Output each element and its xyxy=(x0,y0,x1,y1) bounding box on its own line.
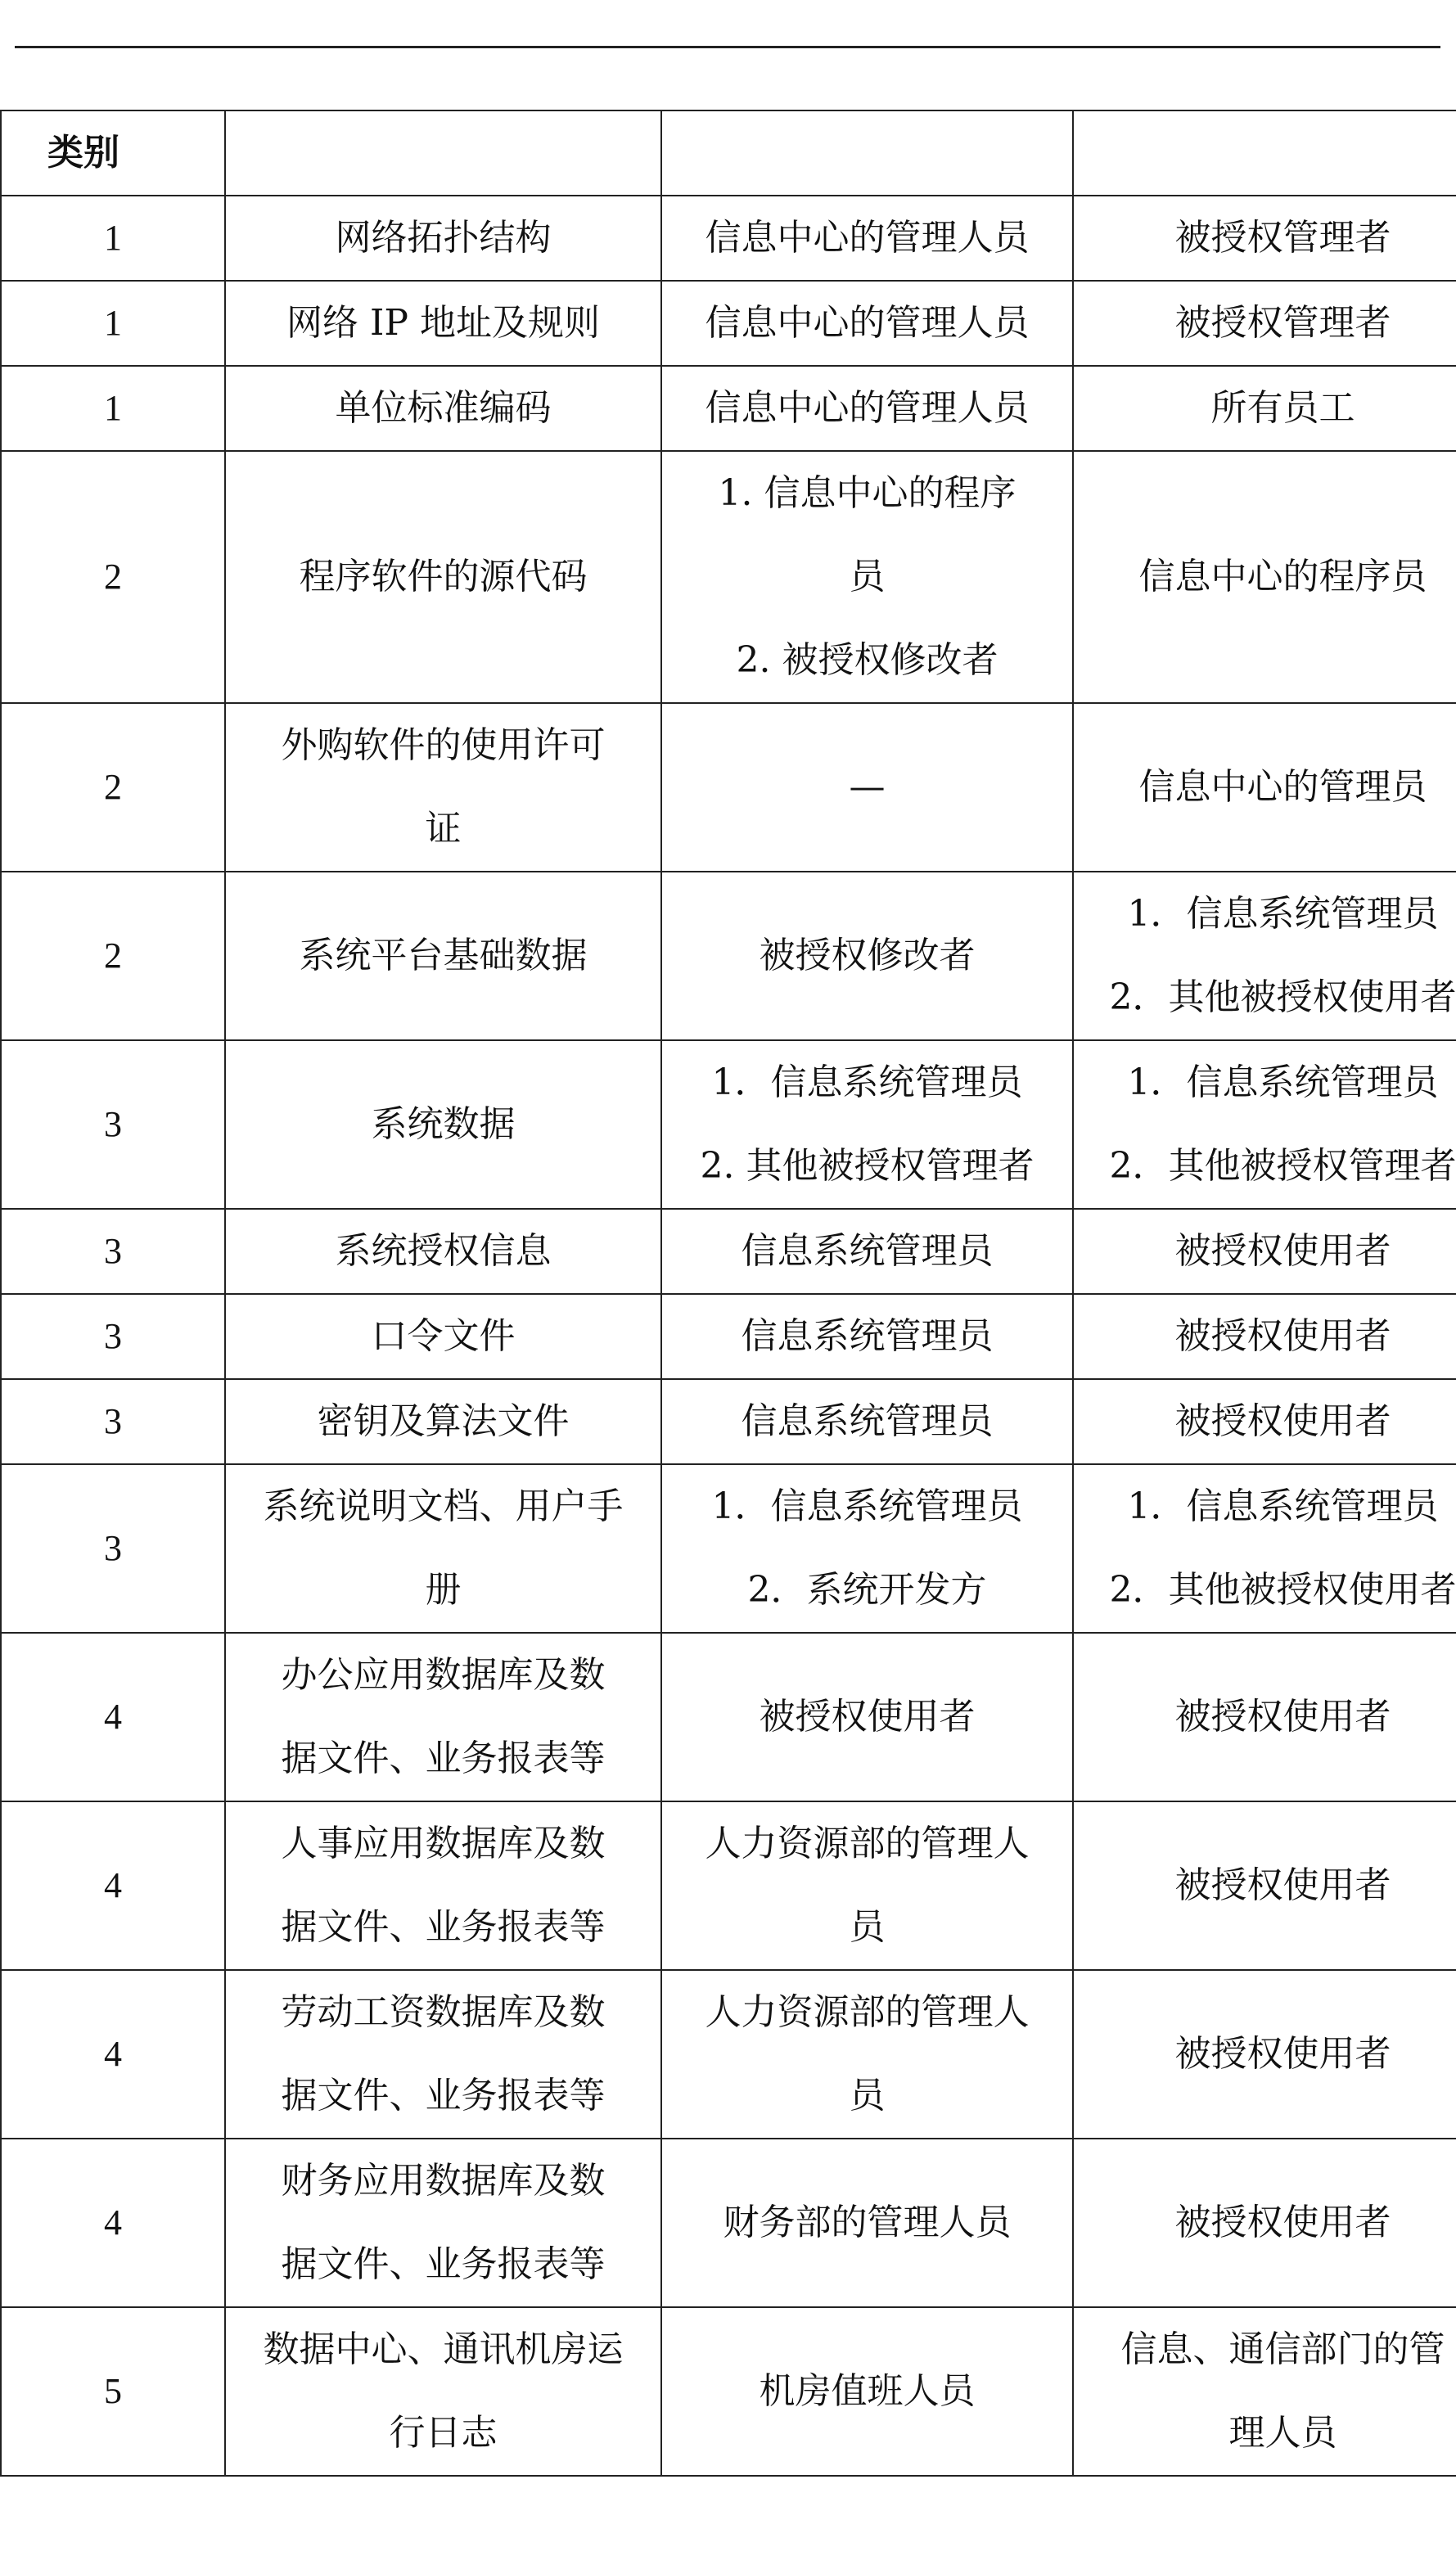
table-row xyxy=(1,1970,1456,2139)
cell-item: 数据中心、通讯机房运 行日志 xyxy=(225,2307,661,2476)
cell-owner: 1. 信息中心的程序 员 2. 被授权修改者 xyxy=(661,451,1073,703)
cell-category: 5 xyxy=(1,2307,225,2476)
data-classification-table xyxy=(0,110,1456,2477)
cell-user: 被授权管理者 xyxy=(1073,281,1456,366)
cell-category: 1 xyxy=(1,366,225,451)
cell-category: 2 xyxy=(1,451,225,703)
cell-owner: 1．信息系统管理员 2．系统开发方 xyxy=(661,1464,1073,1633)
cell-owner: 信息中心的管理人员 xyxy=(661,196,1073,281)
cell-category: 2 xyxy=(1,872,225,1040)
cell-category: 4 xyxy=(1,1970,225,2139)
table-row xyxy=(1,872,1456,1040)
cell-item: 系统平台基础数据 xyxy=(225,872,661,1040)
cell-category: 4 xyxy=(1,1633,225,1801)
cell-user: 1．信息系统管理员 2．其他被授权使用者 xyxy=(1073,1464,1456,1633)
cell-user: 被授权使用者 xyxy=(1073,1209,1456,1294)
cell-user: 1．信息系统管理员 2．其他被授权使用者 xyxy=(1073,872,1456,1040)
header-user xyxy=(1073,110,1456,196)
cell-item: 人事应用数据库及数 据文件、业务报表等 xyxy=(225,1801,661,1970)
cell-owner: 1．信息系统管理员 2. 其他被授权管理者 xyxy=(661,1040,1073,1209)
table-row xyxy=(1,1294,1456,1379)
cell-user: 信息中心的管理员 xyxy=(1073,703,1456,872)
cell-category: 3 xyxy=(1,1464,225,1633)
cell-item: 系统说明文档、用户手 册 xyxy=(225,1464,661,1633)
cell-owner: 信息中心的管理人员 xyxy=(661,281,1073,366)
cell-user: 信息、通信部门的管 理人员 xyxy=(1073,2307,1456,2476)
header-category: 类别 xyxy=(1,110,225,196)
cell-user: 被授权使用者 xyxy=(1073,1970,1456,2139)
table-header-row xyxy=(1,110,1456,196)
table-row xyxy=(1,1633,1456,1801)
table-row xyxy=(1,196,1456,281)
cell-category: 3 xyxy=(1,1209,225,1294)
cell-item: 程序软件的源代码 xyxy=(225,451,661,703)
table-row xyxy=(1,1379,1456,1464)
cell-owner: 机房值班人员 xyxy=(661,2307,1073,2476)
cell-owner: 信息系统管理员 xyxy=(661,1209,1073,1294)
header-owner xyxy=(661,110,1073,196)
cell-user: 被授权管理者 xyxy=(1073,196,1456,281)
cell-item: 密钥及算法文件 xyxy=(225,1379,661,1464)
cell-owner: 信息中心的管理人员 xyxy=(661,366,1073,451)
cell-category: 2 xyxy=(1,703,225,872)
cell-owner: 信息系统管理员 xyxy=(661,1379,1073,1464)
cell-user: 1．信息系统管理员 2．其他被授权管理者 xyxy=(1073,1040,1456,1209)
cell-user: 被授权使用者 xyxy=(1073,1294,1456,1379)
table-row xyxy=(1,2139,1456,2307)
cell-owner: 被授权使用者 xyxy=(661,1633,1073,1801)
cell-category: 1 xyxy=(1,281,225,366)
cell-item: 单位标准编码 xyxy=(225,366,661,451)
cell-category: 4 xyxy=(1,2139,225,2307)
cell-owner: 被授权修改者 xyxy=(661,872,1073,1040)
cell-owner: 财务部的管理人员 xyxy=(661,2139,1073,2307)
cell-item: 外购软件的使用许可 证 xyxy=(225,703,661,872)
table-row xyxy=(1,1801,1456,1970)
table-row xyxy=(1,1040,1456,1209)
top-horizontal-rule xyxy=(15,46,1440,48)
cell-item: 系统数据 xyxy=(225,1040,661,1209)
cell-item: 财务应用数据库及数 据文件、业务报表等 xyxy=(225,2139,661,2307)
cell-user: 信息中心的程序员 xyxy=(1073,451,1456,703)
cell-owner: — xyxy=(661,703,1073,872)
cell-category: 3 xyxy=(1,1040,225,1209)
cell-user: 被授权使用者 xyxy=(1073,1801,1456,1970)
cell-item: 劳动工资数据库及数 据文件、业务报表等 xyxy=(225,1970,661,2139)
cell-category: 3 xyxy=(1,1379,225,1464)
cell-item: 口令文件 xyxy=(225,1294,661,1379)
cell-user: 所有员工 xyxy=(1073,366,1456,451)
table-row xyxy=(1,366,1456,451)
cell-user: 被授权使用者 xyxy=(1073,2139,1456,2307)
cell-category: 1 xyxy=(1,196,225,281)
table-row xyxy=(1,1464,1456,1633)
cell-owner: 人力资源部的管理人 员 xyxy=(661,1801,1073,1970)
table-row xyxy=(1,2307,1456,2476)
table-row xyxy=(1,281,1456,366)
cell-owner: 信息系统管理员 xyxy=(661,1294,1073,1379)
cell-item: 网络 IP 地址及规则 xyxy=(225,281,661,366)
header-item xyxy=(225,110,661,196)
table-body xyxy=(1,110,1456,2476)
cell-item: 网络拓扑结构 xyxy=(225,196,661,281)
cell-item: 办公应用数据库及数 据文件、业务报表等 xyxy=(225,1633,661,1801)
table-row xyxy=(1,1209,1456,1294)
cell-item: 系统授权信息 xyxy=(225,1209,661,1294)
cell-category: 3 xyxy=(1,1294,225,1379)
table-row xyxy=(1,451,1456,703)
cell-user: 被授权使用者 xyxy=(1073,1379,1456,1464)
cell-category: 4 xyxy=(1,1801,225,1970)
cell-user: 被授权使用者 xyxy=(1073,1633,1456,1801)
cell-owner: 人力资源部的管理人 员 xyxy=(661,1970,1073,2139)
table-row xyxy=(1,703,1456,872)
